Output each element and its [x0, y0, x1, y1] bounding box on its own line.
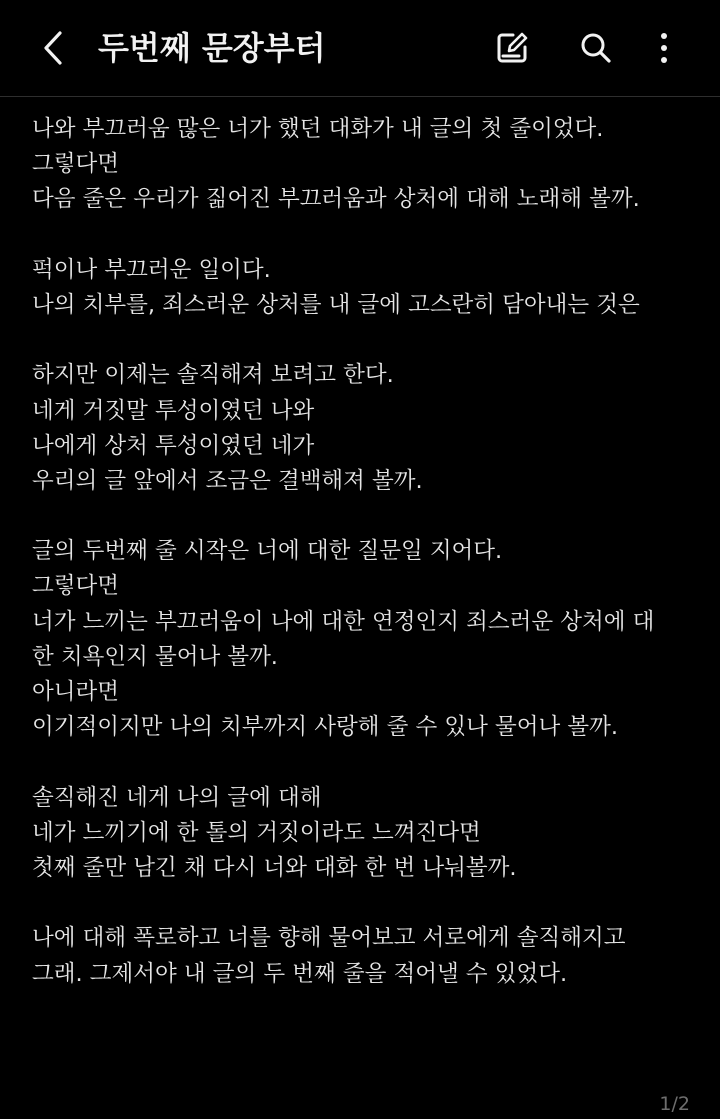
- search-button[interactable]: [572, 24, 620, 72]
- note-line: 그렇다면: [32, 573, 119, 600]
- note-line: 네게 거짓말 투성이였던 나와: [32, 397, 315, 424]
- note-blank-line: [32, 745, 702, 780]
- note-blank-line: [32, 499, 702, 534]
- note-line: 솔직해진 네게 나의 글에 대해: [32, 784, 322, 811]
- note-line: 아니라면: [32, 679, 119, 705]
- note-blank-line: [32, 886, 702, 921]
- chevron-left-icon: [40, 30, 68, 66]
- more-vert-icon: [658, 31, 670, 65]
- app-bar-divider: [0, 96, 720, 97]
- page-title: 두번째 문장부터: [98, 29, 326, 67]
- note-line: 우리의 글 앞에서 조금은 결백해져 볼까.: [32, 467, 423, 494]
- note-body[interactable]: [32, 112, 702, 992]
- edit-button[interactable]: [488, 24, 536, 72]
- note-line: 너가 느끼는 부끄러움이 나에 대한 연정인지 죄스러운 상처에 대: [32, 608, 655, 635]
- note-line: 그렇다면: [32, 151, 119, 178]
- more-options-button[interactable]: [640, 24, 688, 72]
- note-line: 나에게 상처 투성이였던 네가: [32, 432, 315, 459]
- note-line: 첫째 줄만 남긴 채 다시 너와 대화 한 번 나눠볼까.: [32, 854, 517, 881]
- note-line: 나에 대해 폭로하고 너를 향해 물어보고 서로에게 솔직해지고: [32, 925, 626, 952]
- note-blank-line: [32, 323, 702, 358]
- app-bar: [0, 0, 720, 96]
- note-line: 그래. 그제서야 내 글의 두 번째 줄을 적어낼 수 있었다.: [32, 960, 568, 987]
- search-icon: [579, 31, 613, 65]
- edit-note-icon: [495, 31, 529, 65]
- page-indicator: 1/2: [659, 1093, 690, 1115]
- note-line: 다음 줄은 우리가 짊어진 부끄러움과 상처에 대해 노래해 볼까.: [32, 186, 640, 213]
- note-line: 네가 느끼기에 한 톨의 거짓이라도 느껴진다면: [32, 819, 481, 846]
- note-line: 나의 치부를, 죄스러운 상처를 내 글에 고스란히 담아내는 것은: [32, 291, 640, 318]
- note-line: 퍽이나 부끄러운 일이다.: [32, 256, 271, 283]
- back-button[interactable]: [30, 24, 78, 72]
- note-line: 이기적이지만 나의 치부까지 사랑해 줄 수 있나 물어나 볼까.: [32, 714, 619, 741]
- note-blank-line: [32, 218, 702, 253]
- note-line: 나와 부끄러움 많은 너가 했던 대화가 내 글의 첫 줄이었다.: [32, 116, 604, 142]
- note-line: 한 치욕인지 물어나 볼까.: [32, 643, 278, 670]
- note-line: 글의 두번째 줄 시작은 너에 대한 질문일 지어다.: [32, 538, 503, 565]
- note-line: 하지만 이제는 솔직해져 보려고 한다.: [32, 362, 394, 389]
